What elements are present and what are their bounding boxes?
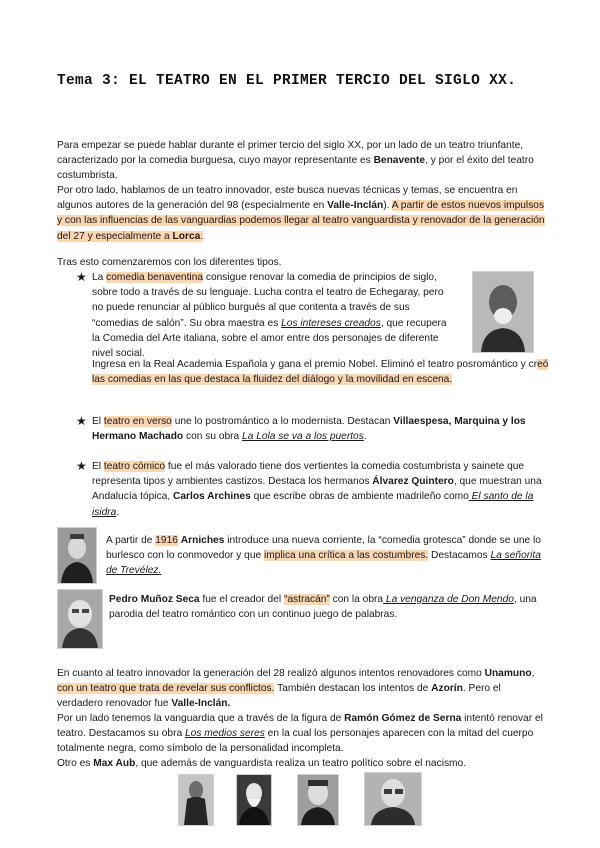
highlight-text: eó las comedias en las que destaca la fluidez del diálogo y la movilidad en escena. (92, 359, 549, 386)
paragraph-text: Otro es (57, 758, 94, 769)
bullet-text: , que recupera la Comedia del Arte italiana, sobre el amor entre dos personajes de diferente nivel social. (92, 317, 447, 360)
munoz-seca-paragraph (109, 592, 549, 622)
portrait-valle-inclan (236, 774, 272, 826)
bullet-text: . (116, 506, 120, 518)
bullet-text: , que muestran una Andalucía tópica, (92, 476, 542, 503)
highlight-text: comedia benaventina (106, 272, 204, 283)
work-title: Los medios seres (184, 728, 265, 740)
author-lorca: Lorca (172, 230, 201, 242)
star-bullet-icon: ★ (76, 414, 87, 428)
paragraph-text: fue el creador del (199, 594, 284, 605)
bullet-text: con su obra (183, 431, 243, 443)
paragraph-text: Por un lado tenemos la vanguardia que a través de la figura de (57, 713, 345, 724)
innovador-paragraph-3 (57, 756, 547, 771)
author-azorin: Azorín (431, 683, 463, 695)
page-title: Tema 3: EL TEATRO EN EL PRIMER TERCIO DEL SIGLO XX. (57, 73, 517, 89)
bullet-text: La (92, 272, 107, 283)
author-munoz-seca: Pedro Muñoz Seca (109, 594, 200, 605)
star-bullet-icon: ★ (76, 459, 87, 473)
bullet-text: une lo postromántico a lo modernista. Destacan (171, 416, 394, 427)
author-valle-inclan: Valle-Inclán (327, 200, 384, 212)
bullet-text: consigue renovar la comedia de principios de siglo, sobre todo a través de su lenguaje. Lucha contra el teatro de Echegaray, pero no puede renunciar al público burgués al que contenta a través de sus “comedias de salón”. Su obra maestra es (92, 272, 444, 329)
paragraph-text: También destacan los intentos de (274, 683, 432, 695)
bullet-teatro-comico (92, 459, 547, 520)
highlight-text: teatro en verso (103, 416, 172, 427)
highlight-text: teatro cómico (103, 461, 166, 472)
paragraph-text: , (531, 668, 535, 679)
star-bullet-icon: ★ (76, 270, 87, 284)
paragraph-text: Destacamos (428, 550, 491, 562)
portrait-arniches (57, 527, 97, 584)
paragraph-text: A partir de (106, 535, 156, 546)
portrait-gomez-de-serna (297, 774, 339, 826)
intro-text: , y por el éxito del teatro costumbrista. (57, 155, 534, 182)
paragraph-text: intentó renovar el teatro. Destacamos su obra (57, 713, 543, 740)
paragraph-text: , una parodia del teatro romántico con un continuo juego de palabras. (109, 594, 537, 621)
arniches-paragraph (106, 533, 548, 579)
highlight-text: con un teatro que trata de revelar sus conflictos. (57, 683, 275, 695)
paragraph-text: . Pero el verdadero renovador fue (57, 683, 501, 710)
author-gomez-de-serna: Ramón Gómez de Serna (344, 713, 462, 724)
portrait-munoz-seca (57, 589, 103, 649)
highlight-text: implica una crítica a las costumbres. (264, 550, 429, 562)
intro-text: Para empezar se puede hablar durante el primer tercio del siglo XX, por un lado de un teatro triunfante, caracterizado por la comedia burguesa, cuyo mayor representante es (57, 140, 524, 167)
work-title: La señorita de Trevélez. (106, 550, 541, 577)
bullet-text: Ingresa en la Real Academia Española y gana el premio Nobel. Eliminó el teatro posromántico y cr (92, 359, 538, 370)
author-valle-inclan: Valle-Inclán. (171, 698, 231, 710)
innovador-paragraph-1 (57, 666, 547, 712)
author-arniches: Arniches (180, 535, 225, 546)
bullet-teatro-verso (92, 414, 547, 444)
authors-quintero: Álvarez Quintero (372, 476, 454, 488)
author-archines: Carlos Archines (173, 491, 251, 503)
author-benavente: Benavente (373, 155, 426, 167)
portrait-benavente (472, 271, 534, 353)
portrait-max-aub (364, 772, 422, 826)
intro-text: Por otro lado, hablamos de un teatro innovador, este busca nuevas técnicas y temas, se encuentra en algunos autores de la generación del 98 (especialmente en (57, 185, 518, 212)
innovador-paragraph-2 (57, 711, 547, 757)
authors-verso: Villaespesa, Marquina y los Hermano Machado (92, 416, 526, 443)
bullet-text: El (92, 461, 104, 472)
bullet-text: fue el más valorado tiene dos vertientes la comedia costumbrista y sainete que representa tipos y ambientes castizos. Destaca los hermanos (92, 461, 525, 488)
paragraph-text: en la cual los personajes aparecen con la mitad del cuerpo totalmente negra, como símbolo de la personalidad incompleta. (57, 728, 534, 755)
bullet-text: . (363, 431, 367, 443)
paragraph-text: con la obra (329, 594, 384, 605)
highlight-year: 1916 (155, 535, 178, 546)
paragraph-text: introduce una nueva corriente, la “comedia grotesca” donde se une lo burlesco con lo conmovedor y que (106, 535, 541, 562)
author-unamuno: Unamuno (484, 668, 532, 679)
bullet-text: que escribe obras de ambiente madrileño como (250, 491, 469, 503)
bullet-benaventina-cont (92, 357, 552, 387)
intro-text: ). (383, 200, 392, 212)
portrait-unamuno (178, 774, 214, 826)
highlight-text: . (200, 230, 204, 242)
work-title: La Lola se va a los puertos (242, 431, 364, 443)
types-intro: Tras esto comenzaremos con los diferentes tipos. (57, 257, 282, 268)
intro-paragraph-1 (57, 138, 547, 184)
intro-paragraph-2 (57, 183, 547, 244)
paragraph-text: , que además de vanguardista realiza un teatro político sobre el nacismo. (135, 758, 467, 769)
paragraph-text: En cuanto al teatro innovador la generación del 28 realizó algunos intentos renovadores como (57, 668, 485, 679)
work-title: Los intereses creados (281, 317, 381, 329)
work-title: El santo de la isidra (92, 491, 534, 518)
work-title: La venganza de Don Mendo (383, 594, 514, 605)
highlight-text: A partir de estos nuevos impulsos y con las influencias de las vanguardias podemos llegar al teatro vanguardista y renovador de la generación del 27 y especialmente a (57, 200, 545, 242)
bullet-text: El (92, 416, 104, 427)
bullet-benaventina (92, 270, 455, 361)
author-max-aub: Max Aub (93, 758, 136, 769)
highlight-text: “astracán” (283, 594, 330, 605)
